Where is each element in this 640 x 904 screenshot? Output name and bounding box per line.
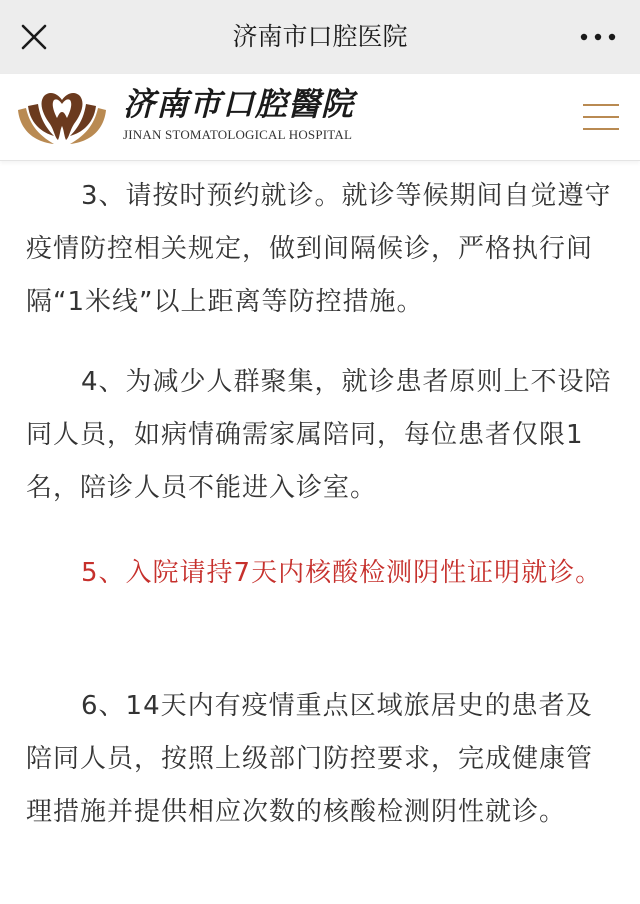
site-header — [0, 74, 640, 161]
paragraph-item-6: 6、14天内有疫情重点区域旅居史的患者及陪同人员，按照上级部门防控要求，完成健康管理措施并提供相应次数的核酸检测阴性就诊。 — [26, 691, 594, 827]
hospital-name-en: JINAN STOMATOLOGICAL HOSPITAL — [123, 127, 353, 142]
paragraph-item-3: 3、请按时预约就诊。就诊等候期间自觉遵守疫情防控相关规定，做到间隔候诊，严格执行间隔“1米线”以上距离等防控措施。 — [26, 181, 612, 317]
paragraph-item-5-highlight: 5、入院请持7天内核酸检测阴性证明就诊。 — [81, 558, 603, 588]
close-button[interactable] — [14, 17, 54, 57]
article-content — [0, 160, 640, 904]
paragraph-item-4: 4、为减少人群聚集，就诊患者原则上不设陪同人员，如病情确需家属陪同，每位患者仅限1名，陪诊人员不能进入诊室。 — [26, 367, 612, 503]
more-dots-icon — [578, 26, 618, 48]
more-options-button[interactable] — [578, 26, 618, 48]
page-title: 济南市口腔医院 — [232, 22, 408, 51]
menu-button[interactable] — [580, 98, 622, 138]
hospital-name-cn: 济南市口腔醫院 — [123, 85, 355, 123]
wechat-top-bar — [0, 0, 640, 74]
hospital-logo-icon[interactable] — [14, 86, 110, 150]
close-icon — [14, 17, 54, 57]
